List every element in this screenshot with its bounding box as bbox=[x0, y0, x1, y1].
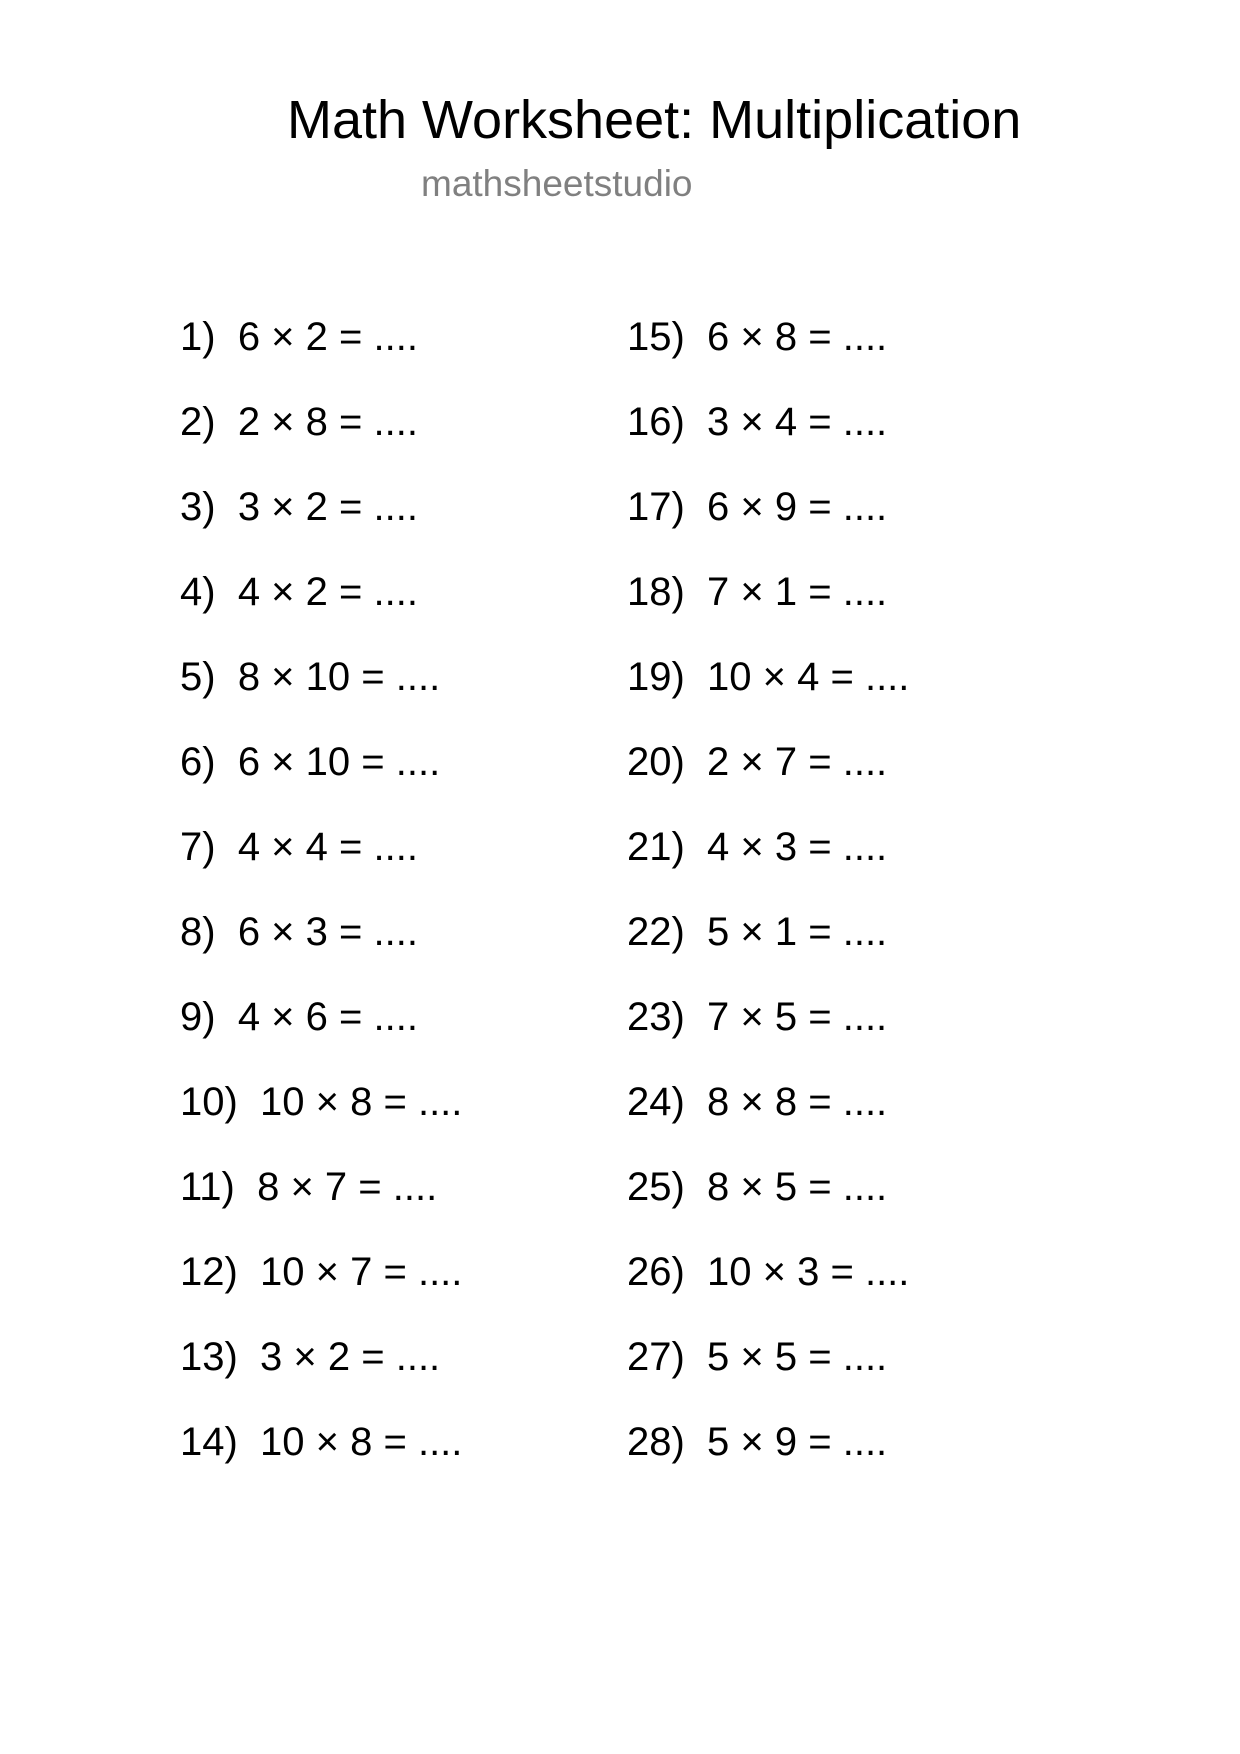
problem-expression: 10 × 3 = .... bbox=[707, 1250, 910, 1294]
page-title: Math Worksheet: Multiplication bbox=[287, 90, 1022, 150]
problem-expression: 10 × 8 = .... bbox=[260, 1080, 463, 1124]
problem-expression: 7 × 1 = .... bbox=[707, 570, 888, 614]
problem-item bbox=[627, 482, 909, 567]
problem-number: 5) bbox=[180, 655, 216, 699]
problem-number: 22) bbox=[627, 910, 685, 954]
problem-item bbox=[627, 312, 909, 397]
problem-expression: 8 × 5 = .... bbox=[707, 1165, 888, 1209]
problem-expression: 5 × 9 = .... bbox=[707, 1420, 888, 1464]
problem-column-left bbox=[180, 312, 462, 1502]
problem-item bbox=[180, 1077, 462, 1162]
problem-item bbox=[180, 992, 462, 1077]
problem-number: 21) bbox=[627, 825, 685, 869]
problem-number: 7) bbox=[180, 825, 216, 869]
problem-item bbox=[627, 992, 909, 1077]
problem-item bbox=[627, 822, 909, 907]
problem-item bbox=[627, 907, 909, 992]
problem-expression: 5 × 5 = .... bbox=[707, 1335, 888, 1379]
problem-expression: 8 × 7 = .... bbox=[257, 1165, 438, 1209]
problem-item bbox=[180, 1247, 462, 1332]
problem-expression: 6 × 3 = .... bbox=[237, 910, 418, 954]
problem-item bbox=[180, 822, 462, 907]
problem-number: 15) bbox=[627, 315, 685, 359]
problem-number: 10) bbox=[180, 1080, 238, 1124]
problem-expression: 2 × 8 = .... bbox=[237, 400, 418, 444]
problem-number: 14) bbox=[180, 1420, 238, 1464]
problem-column-right bbox=[627, 312, 909, 1502]
problem-number: 18) bbox=[627, 570, 685, 614]
problem-number: 4) bbox=[180, 570, 216, 614]
problem-expression: 5 × 1 = .... bbox=[707, 910, 888, 954]
problem-expression: 2 × 7 = .... bbox=[707, 740, 888, 784]
problem-expression: 4 × 4 = .... bbox=[237, 825, 418, 869]
problem-expression: 6 × 2 = .... bbox=[237, 315, 418, 359]
problem-expression: 10 × 4 = .... bbox=[707, 655, 910, 699]
problem-expression: 8 × 10 = .... bbox=[237, 655, 441, 699]
problem-expression: 6 × 9 = .... bbox=[707, 485, 888, 529]
problem-number: 23) bbox=[627, 995, 685, 1039]
problem-expression: 4 × 3 = .... bbox=[707, 825, 888, 869]
problem-number: 8) bbox=[180, 910, 216, 954]
problem-number: 3) bbox=[180, 485, 216, 529]
problem-number: 19) bbox=[627, 655, 685, 699]
problem-item bbox=[627, 1162, 909, 1247]
problem-item bbox=[180, 1162, 462, 1247]
problem-expression: 8 × 8 = .... bbox=[707, 1080, 888, 1124]
problem-expression: 3 × 4 = .... bbox=[707, 400, 888, 444]
problem-number: 1) bbox=[180, 315, 216, 359]
problem-item bbox=[627, 737, 909, 822]
problem-number: 11) bbox=[180, 1165, 235, 1209]
problem-item bbox=[180, 1332, 462, 1417]
problem-number: 13) bbox=[180, 1335, 238, 1379]
problem-number: 16) bbox=[627, 400, 685, 444]
problem-item bbox=[180, 567, 462, 652]
problem-number: 27) bbox=[627, 1335, 685, 1379]
problem-item bbox=[627, 567, 909, 652]
problem-number: 24) bbox=[627, 1080, 685, 1124]
problem-item bbox=[180, 482, 462, 567]
problem-number: 20) bbox=[627, 740, 685, 784]
problem-expression: 10 × 8 = .... bbox=[260, 1420, 463, 1464]
problem-number: 2) bbox=[180, 400, 216, 444]
problem-number: 26) bbox=[627, 1250, 685, 1294]
problem-expression: 3 × 2 = .... bbox=[260, 1335, 441, 1379]
problem-expression: 10 × 7 = .... bbox=[260, 1250, 463, 1294]
problem-expression: 6 × 10 = .... bbox=[237, 740, 441, 784]
problem-number: 28) bbox=[627, 1420, 685, 1464]
problem-item bbox=[627, 397, 909, 482]
problem-number: 12) bbox=[180, 1250, 238, 1294]
problem-item bbox=[180, 737, 462, 822]
problem-number: 9) bbox=[180, 995, 216, 1039]
problem-item bbox=[180, 397, 462, 482]
problem-item bbox=[627, 1417, 909, 1502]
problem-expression: 7 × 5 = .... bbox=[707, 995, 888, 1039]
problem-item bbox=[180, 907, 462, 992]
problem-item bbox=[627, 1247, 909, 1332]
problem-expression: 3 × 2 = .... bbox=[237, 485, 418, 529]
problem-number: 6) bbox=[180, 740, 216, 784]
problem-expression: 4 × 2 = .... bbox=[237, 570, 418, 614]
problem-item bbox=[180, 1417, 462, 1502]
problem-item bbox=[180, 312, 462, 397]
problem-expression: 4 × 6 = .... bbox=[237, 995, 418, 1039]
problem-expression: 6 × 8 = .... bbox=[707, 315, 888, 359]
problem-number: 25) bbox=[627, 1165, 685, 1209]
problem-item bbox=[627, 652, 909, 737]
problem-item bbox=[627, 1332, 909, 1417]
problem-item bbox=[180, 652, 462, 737]
brand-subtitle: mathsheetstudio bbox=[421, 163, 693, 204]
problem-number: 17) bbox=[627, 485, 685, 529]
problem-item bbox=[627, 1077, 909, 1162]
